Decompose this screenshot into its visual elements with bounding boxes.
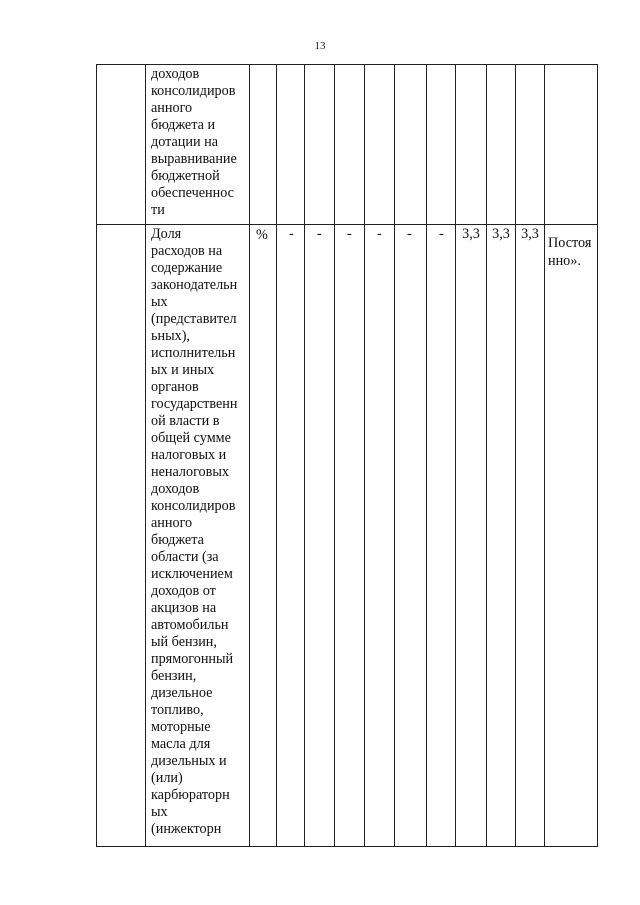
value-cell: [305, 65, 335, 225]
row-number-cell: [97, 225, 146, 847]
value-text: -: [347, 226, 352, 242]
value-cell: [456, 225, 487, 847]
indicator-name-text: Доля расходов на содержание законодательн ых (представител ьных), исполнительн ых и иных органов государственн ой власти в общей сумме налоговых и неналоговых доходов консолидиров анного бюджета области (за исключением доходов от акцизов на автомобильн ый бензин, прямогонный бензин, дизельное топливо, моторные масла для дизельных и (или) карбюраторн ых (инжекторн: [151, 226, 238, 837]
note-cell: [545, 65, 598, 225]
note-cell: [545, 225, 598, 847]
value-cell: [395, 225, 427, 847]
value-cell: [277, 65, 305, 225]
value-cell: [365, 65, 395, 225]
value-text: -: [317, 226, 322, 242]
value-text: 3,3: [462, 226, 480, 242]
indicator-table: [96, 64, 598, 847]
value-text: -: [407, 226, 412, 242]
value-cell: [427, 65, 456, 225]
value-cell: [427, 225, 456, 847]
value-cell: [305, 225, 335, 847]
value-text: 3,3: [492, 226, 510, 242]
value-text: -: [439, 226, 444, 242]
table-row-indicator: [97, 225, 598, 847]
value-cell: [335, 65, 365, 225]
value-cell: [516, 225, 545, 847]
row-number-cell: [97, 65, 146, 225]
indicator-name-cell: [146, 225, 250, 847]
value-cell: [335, 225, 365, 847]
value-cell: [487, 65, 516, 225]
value-cell: [277, 225, 305, 847]
unit-text: %: [256, 227, 268, 243]
value-cell: [456, 65, 487, 225]
value-cell: [395, 65, 427, 225]
table-row-continued: [97, 65, 598, 225]
value-text: -: [289, 226, 294, 242]
note-text: Постоя нно».: [548, 235, 592, 269]
value-text: -: [377, 226, 382, 242]
page-number: 13: [314, 40, 326, 52]
unit-cell: [250, 65, 277, 225]
unit-cell: [250, 225, 277, 847]
value-cell: [487, 225, 516, 847]
value-cell: [365, 225, 395, 847]
value-cell: [516, 65, 545, 225]
indicator-name-cell: [146, 65, 250, 225]
indicator-name-text: доходов консолидиров анного бюджета и дотации на выравнивание бюджетной обеспеченнос ти: [151, 66, 237, 218]
value-text: 3,3: [521, 226, 539, 242]
